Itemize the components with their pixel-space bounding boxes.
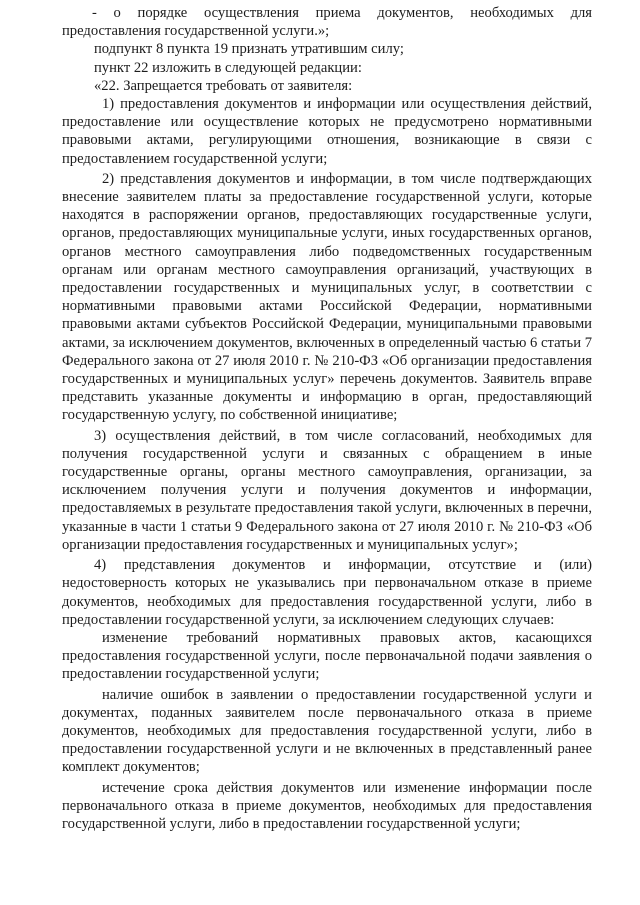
paragraph-item-3: 3) осуществления действий, в том числе согласований, необходимых для получения государственной услуги и связанных с обращением в иные государственные органы, органы местного самоуправления, организации, за исключением получения услуги и получения документов и информации, предоставляемых в результате предоставления такой услуги, включенных в перечни, указанные в части 1 статьи 9 Федерального закона от 27 июля 2010 г. № 210-ФЗ «Об организации предоставления государственных и муниципальных услуг»; — [62, 427, 592, 553]
paragraph-item-4: 4) представления документов и информации, отсутствие и (или) недостоверность которых не указывались при первоначальном отказе в приеме документов, необходимых для предоставления государственной услуги, либо в предоставлении государственной услуги, за исключением следующих случаев: — [62, 557, 592, 628]
paragraph-clause-22-heading: «22. Запрещается требовать от заявителя: — [94, 77, 353, 94]
paragraph-dash-item: - о порядке осуществления приема документов, необходимых для предоставления государственной услуги.»; — [62, 5, 592, 40]
paragraph-clause-22-intro: пункт 22 изложить в следующей редакции: — [94, 59, 362, 76]
paragraph-item-1: 1) предоставления документов и информации или осуществления действий, предоставление или осуществление которых не предусмотрено нормативными правовыми актами, регулирующими отношения, возникающие в связи с предоставлением государственной услуги; — [62, 96, 592, 167]
paragraph-case-expiry: истечение срока действия документов или изменение информации после первоначального отказа в приеме документов, необходимых для предоставления государственной услуги, либо в предоставлении государственной услуги; — [62, 779, 592, 832]
paragraph-case-requirements-change: изменение требований нормативных правовых актов, касающихся предоставления государственной услуги, после первоначальной подачи заявления о предоставлении государственной услуги; — [62, 629, 592, 683]
paragraph-case-errors: наличие ошибок в заявлении о предоставлении государственной услуги и документах, поданных заявителем после первоначального отказа в приеме документов, необходимых для предоставления государственной услуги, либо в предоставлении государственной услуги и не включенных в представленный ранее комплект документов; — [62, 686, 592, 776]
paragraph-subclause-8: подпункт 8 пункта 19 признать утратившим силу; — [94, 41, 404, 58]
document-page — [62, 4, 592, 833]
paragraph-item-2: 2) представления документов и информации, в том числе подтверждающих внесение заявителем платы за предоставление государственной услуги, которые находятся в распоряжении органов, предоставляющих государственные услуги, органов, предоставляющих муниципальные услуги, иных государственных органов, органов местного самоуправления либо подведомственных государственным органам или органам местного самоуправления организаций, участвующих в предоставлении государственных и муниципальных услуг, в соответствии с нормативными правовыми актами Российской Федерации, нормативными правовыми актами субъектов Российской Федерации, муниципальными правовыми актами, за исключением документов, включенных в определенный частью 6 статьи 7 Федерального закона от 27 июля 2010 г. № 210-ФЗ «Об организации предоставления государственных и муниципальных услуг» перечень документов. Заявитель вправе представить указанные документы и информацию в орган, предоставляющий государственную услугу, по собственной инициативе; — [62, 170, 592, 424]
